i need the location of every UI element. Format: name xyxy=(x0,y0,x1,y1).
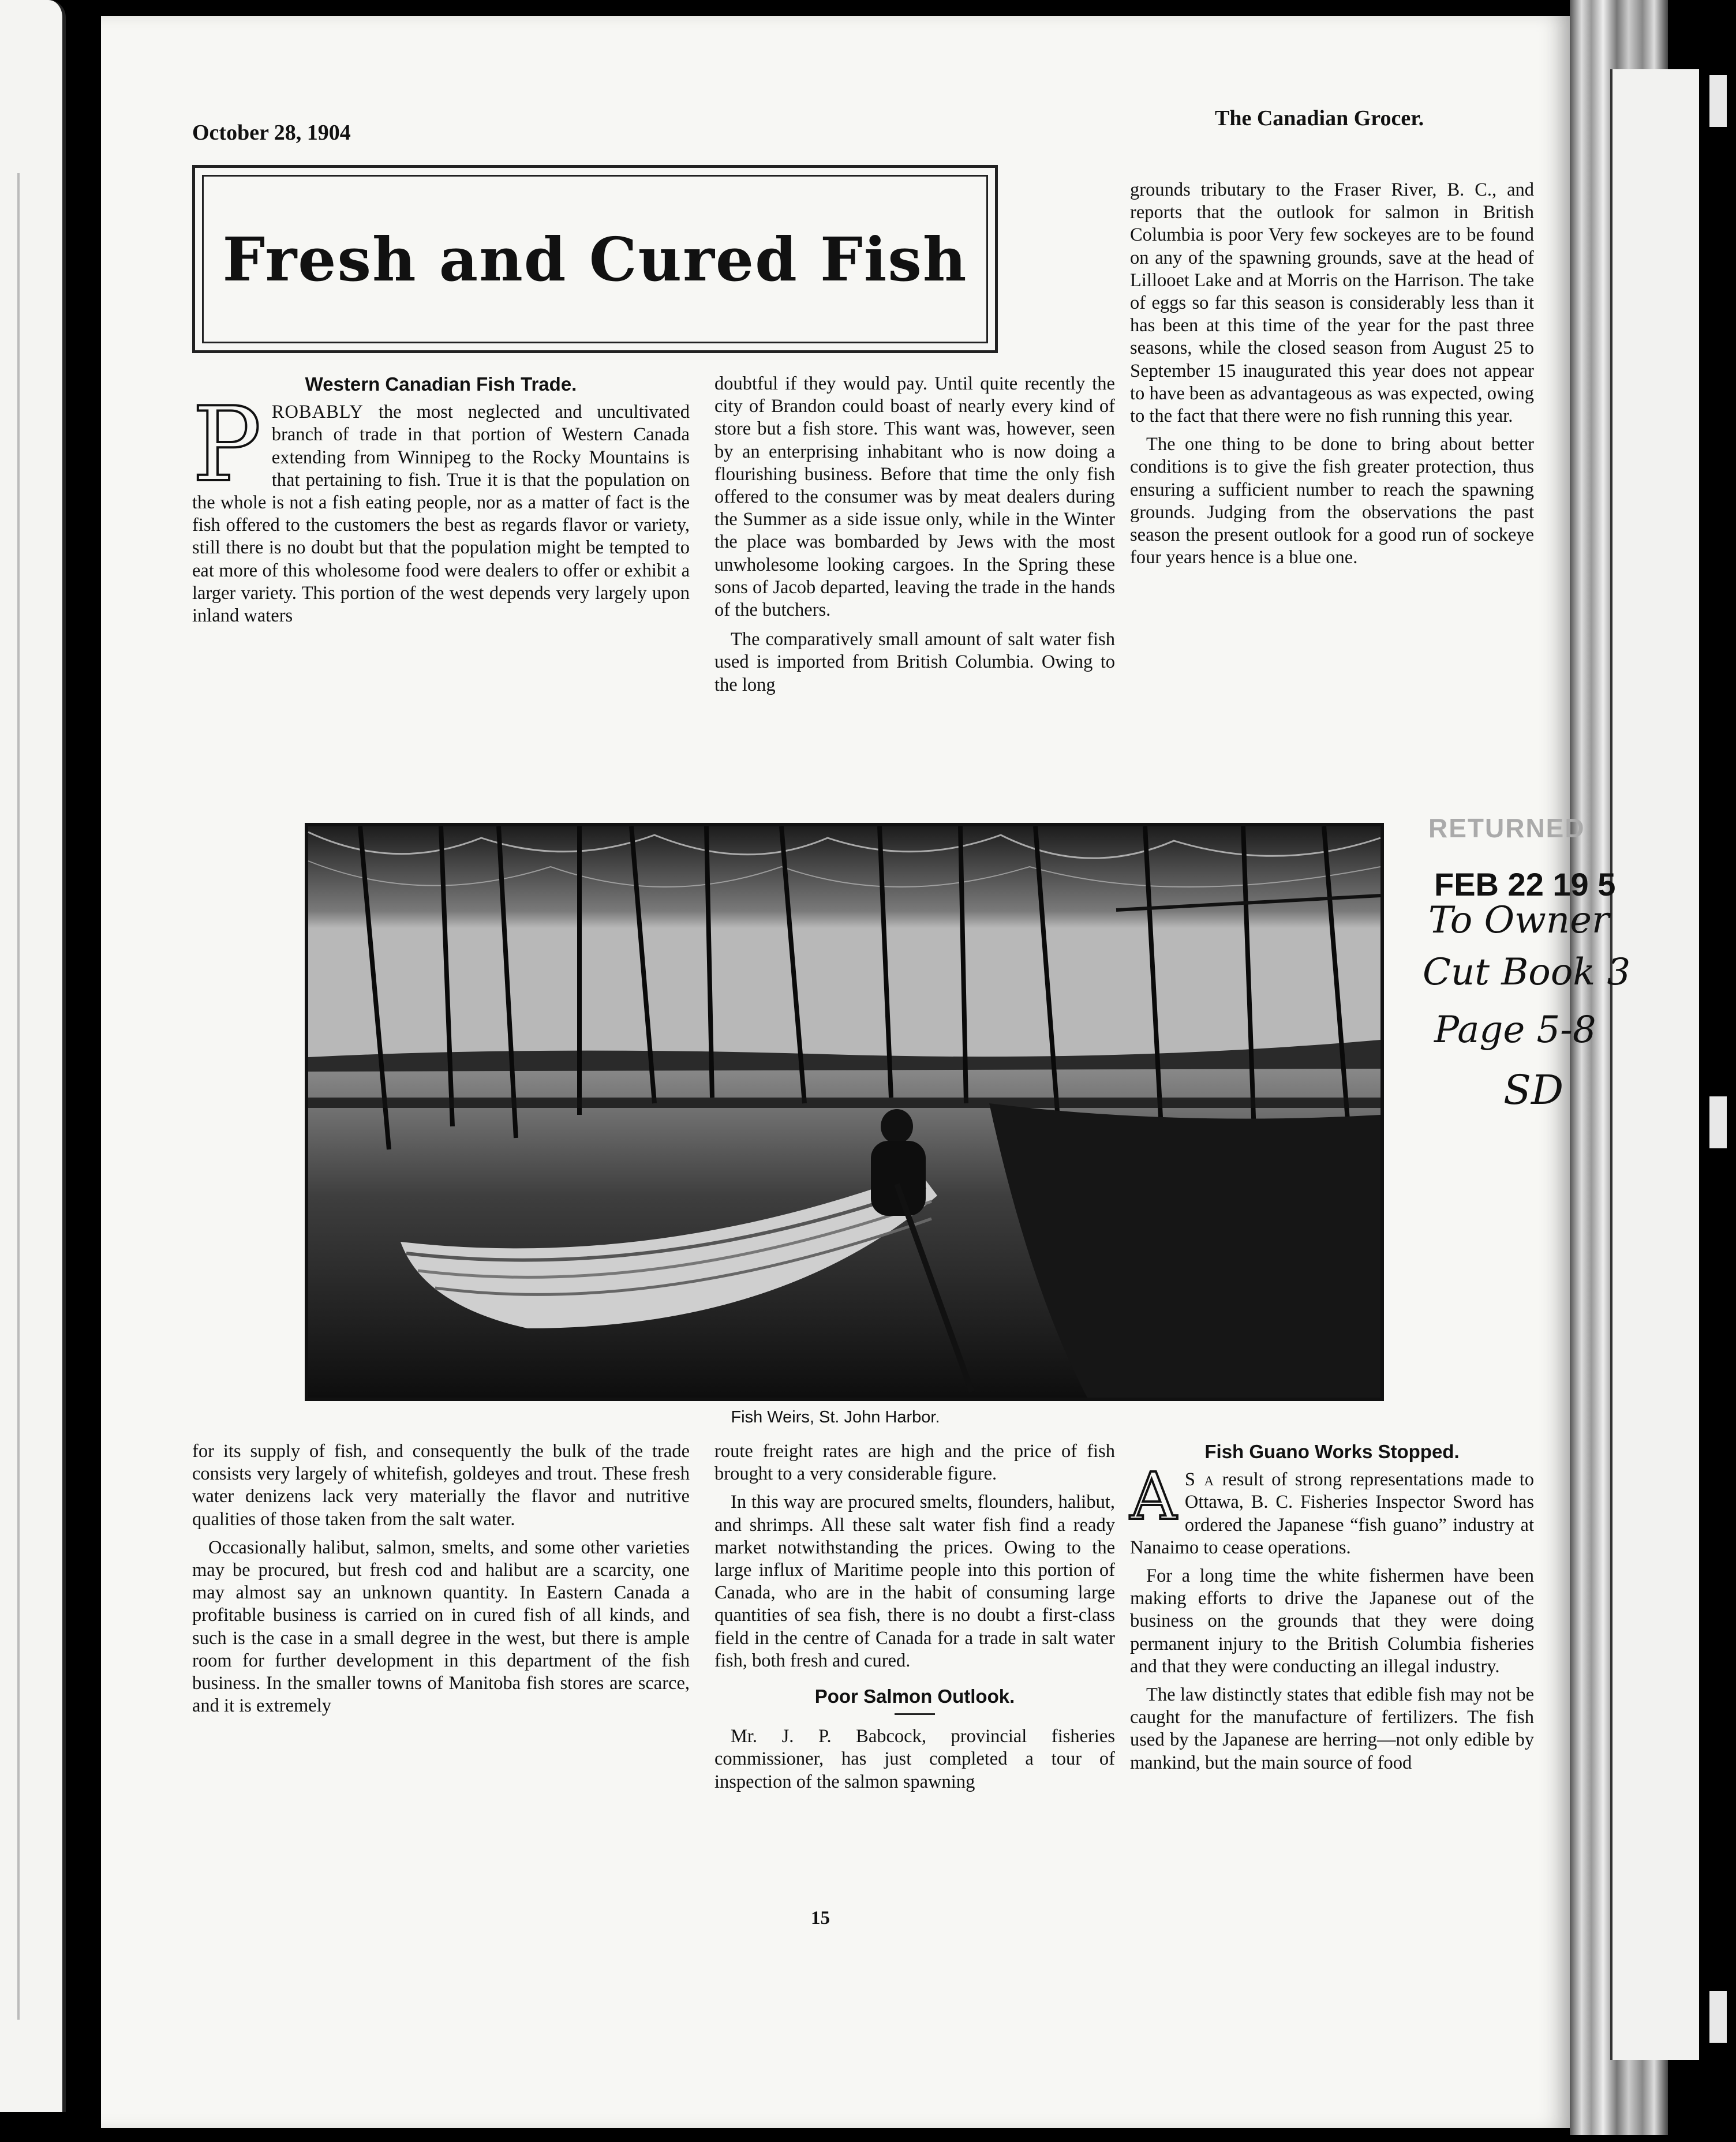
paragraph xyxy=(1130,1459,1534,1559)
bottom-column-2 xyxy=(714,1440,1115,1793)
paragraph: grounds tributary to the Fraser River, B. C., and reports that the outlook for salmon in British Columbia is poor Very few sockeyes are to be found on any of the spawning grounds, save at the head of Lillooet Lake and at Morris on the Harrison. The take of eggs so far this season is considerably less than it has been at this time of the year for the past three seasons, while the closed season from August 25 to September 15 inaugurated this year does not appear to have been as advantageous as was expected, owing to the fact that there were no fish running this year. xyxy=(1130,179,1534,427)
dropcap-rest: S a xyxy=(1184,1469,1215,1491)
paragraph xyxy=(192,385,690,627)
issue-date: October 28, 1904 xyxy=(192,121,351,145)
stamp-date: FEB 22 19 5 xyxy=(1434,866,1616,903)
drop-cap: A xyxy=(1130,1459,1177,1535)
paragraph: The one thing to be done to bring about better conditions is to give the fish greater protection, thus ensuring a sufficient number to reach the spawning grounds. Judging from the observations the past season the present outlook for a good run of sockeye four years hence is a blue one. xyxy=(1130,434,1534,568)
section-heading-fish-guano: Fish Guano Works Stopped. xyxy=(1204,1441,1460,1462)
paragraph: for its supply of fish, and consequently the bulk of the trade consists very largely of whitefish, goldeyes and trout. These fresh water denizens lack very materially the flavor and nutritive qualities of those taken from the salt water. xyxy=(192,1441,690,1530)
paragraph: route freight rates are high and the price of fish brought to a very considerable figure. xyxy=(714,1441,1115,1485)
paragraph: doubtful if they would pay. Until quite recently the city of Brandon could boast of nearly every kind of store but a fish store. This want was, however, seen by an enterprising inhabitant who is now doing a flourishing business. Before that time the only fish offered to the consumer was by meat dealers during the Summer as a side issue only, while in the Winter the place was bombarded by Jews with the most unwholesome looking cargoes. In the Spring these sons of Jacob departed, leaving the trade in the hands of the butchers. xyxy=(714,373,1115,621)
handwritten-line-3: Page 5-8 xyxy=(1434,1009,1596,1051)
dropcap-rest: ROBABLY xyxy=(271,402,364,423)
paragraph: In this way are procured smelts, flounders, halibut, and shrimps. All these salt water fish find a ready market notwithstanding the prices. Owing to the large influx of Maritime people into this portion of Canada, who are in the habit of consuming large quantities of sea fish, there is no doubt a first-class field in the centre of Canada for a trade in salt water fish, both fresh and cured. xyxy=(714,1492,1115,1671)
stamp-returned: RETURNED xyxy=(1428,813,1585,843)
page-number: 15 xyxy=(811,1908,830,1928)
paragraph-text: result of strong representations made to Ottawa, B. C. Fisheries Inspector Sword has ordered the Japanese “fish guano” industry at Nanaimo to cease operations. xyxy=(1130,1469,1534,1558)
library-return-stamp xyxy=(1423,812,1665,1136)
magazine-page xyxy=(101,16,1631,2128)
paragraph: The law distinctly states that edible fish may not be caught for the manufacture of fertilizers. The fish used by the Japanese are herring—not only edible by mankind, but the main source of food xyxy=(1130,1684,1534,1773)
magazine-name: The Canadian Grocer. xyxy=(1215,106,1424,130)
top-column-3 xyxy=(1130,179,1534,569)
paragraph: Occasionally halibut, salmon, smelts, and some other varieties may be procured, but fresh cod and halibut are a scarcity, one may almost say an unknown quantity. In Eastern Canada a profitable business is carried on in cured fish of all kinds, and such is the case in a small degree in the west, but there is ample room for further development in this department of the fish business. In the smaller towns of Manitoba fish stores are scarce, and it is extremely xyxy=(192,1537,690,1717)
bottom-column-1 xyxy=(192,1440,690,1717)
paragraph-text: the most neglected and uncultivated branch of trade in that portion of Western Canada extending from Winnipeg to the Rocky Mountains is that pertaining to fish. True it is that the population on the whole is not a fish eating people, nor as a matter of fact is the fish offered to the customers the best as regards flavor or variety, still there is no doubt but that the population might be tempted to eat more of this wholesome food were dealers to offer or exhibit a larger variety. This portion of the west depends very largely upon inland waters xyxy=(192,402,690,627)
handwritten-line-1: To Owner xyxy=(1428,899,1610,942)
facing-page-edge xyxy=(0,0,66,2112)
paragraph: For a long time the white fishermen have been making efforts to drive the Japanese out of the business on the grounds that they were doing permanent injury to the British Columbia fisheries and that they were conducting an illegal industry. xyxy=(1130,1566,1534,1677)
top-column-2 xyxy=(714,373,1115,696)
handwritten-initials: SD xyxy=(1503,1066,1564,1114)
photo-caption: Fish Weirs, St. John Harbor. xyxy=(731,1408,940,1426)
paragraph: Mr. J. P. Babcock, provincial fisheries commissioner, has just completed a tour of inspection of the salmon spawning xyxy=(714,1726,1115,1792)
handwritten-line-2: Cut Book 3 xyxy=(1423,951,1631,994)
bottom-column-3 xyxy=(1130,1440,1534,1774)
section-heading-western-fish-trade: Western Canadian Fish Trade. xyxy=(305,373,577,395)
drop-cap: P xyxy=(192,385,261,505)
title-box xyxy=(192,165,998,353)
top-column-1 xyxy=(192,373,690,627)
section-heading-poor-salmon-outlook: Poor Salmon Outlook. xyxy=(814,1686,1015,1707)
paragraph: The comparatively small amount of salt water fish used is imported from British Columbia. Owing to the long xyxy=(714,629,1115,695)
film-strip xyxy=(1703,0,1736,2142)
fish-weirs-photo xyxy=(305,823,1384,1401)
heading-rule xyxy=(895,1713,935,1715)
article-title: Fresh and Cured Fish xyxy=(222,223,968,295)
photo-illustration xyxy=(308,826,1380,1398)
